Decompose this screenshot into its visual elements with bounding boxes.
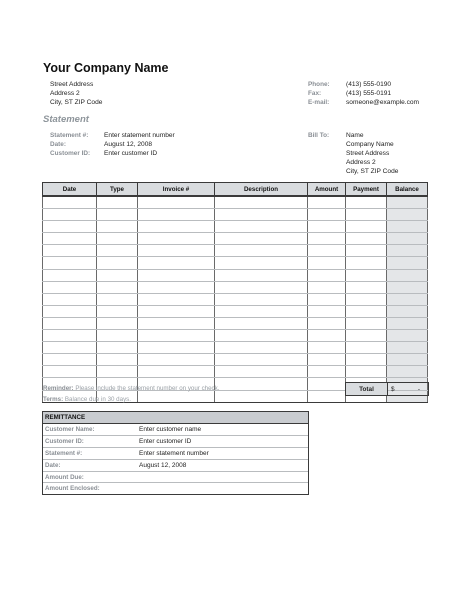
cell-date[interactable] [43, 196, 97, 209]
table-row [43, 366, 428, 378]
cell-payment[interactable] [346, 209, 387, 221]
cell-invoice[interactable] [138, 245, 215, 257]
cell-type[interactable] [97, 209, 138, 221]
email-value: someone@example.com [346, 99, 420, 106]
cell-invoice[interactable] [138, 330, 215, 342]
col-header-date: Date [43, 183, 97, 197]
remit-label: Amount Due: [45, 473, 84, 481]
remit-value: Enter customer name [139, 426, 202, 433]
cell-balance[interactable] [387, 209, 428, 221]
cell-invoice[interactable] [138, 366, 215, 378]
cell-date[interactable] [43, 233, 97, 245]
cell-amount[interactable] [308, 281, 346, 293]
cell-date[interactable] [43, 281, 97, 293]
remit-value: August 12, 2008 [139, 461, 187, 469]
cell-description[interactable] [215, 378, 308, 390]
cell-description[interactable] [215, 366, 308, 378]
table-row [43, 209, 428, 221]
total-value: - [417, 385, 420, 393]
transactions-table [42, 182, 428, 403]
cell-amount[interactable] [308, 221, 346, 233]
cell-payment[interactable] [346, 196, 387, 209]
cell-invoice[interactable] [138, 293, 215, 305]
cell-date[interactable] [43, 245, 97, 257]
bill-to-label: Bill To: [308, 132, 330, 139]
cell-payment[interactable] [346, 257, 387, 269]
bill-to-company: Company Name [346, 141, 394, 148]
cell-type[interactable] [97, 366, 138, 378]
col-header-invoice: Invoice # [138, 183, 215, 197]
cell-amount[interactable] [308, 245, 346, 257]
cell-date[interactable] [43, 305, 97, 317]
remit-row-customer-id [43, 436, 308, 448]
cell-payment[interactable] [346, 293, 387, 305]
total-label: Total [346, 383, 388, 395]
cell-payment[interactable] [346, 281, 387, 293]
cell-description[interactable] [215, 233, 308, 245]
customer-id-label: Customer ID: [50, 150, 91, 157]
cell-payment[interactable] [346, 221, 387, 233]
remittance-title: REMITTANCE [43, 412, 308, 424]
fax-label: Fax: [308, 90, 322, 97]
remit-label: Date: [45, 461, 61, 469]
total-value-cell [388, 383, 428, 395]
cell-date[interactable] [43, 293, 97, 305]
cell-payment[interactable] [346, 233, 387, 245]
cell-amount[interactable] [308, 390, 346, 402]
reminder-label: Reminder: [43, 385, 74, 392]
remit-value: Enter statement number [139, 449, 209, 457]
cell-amount[interactable] [308, 257, 346, 269]
cell-balance[interactable] [387, 257, 428, 269]
cell-amount[interactable] [308, 317, 346, 329]
cell-balance[interactable] [387, 342, 428, 354]
cell-balance[interactable] [387, 366, 428, 378]
terms-label: Terms: [43, 396, 64, 403]
phone-value: (413) 555-0190 [346, 81, 392, 88]
cell-type[interactable] [97, 221, 138, 233]
company-street: Street Address [50, 81, 94, 88]
bill-to-name: Name [346, 132, 364, 139]
cell-balance[interactable] [387, 221, 428, 233]
cell-balance[interactable] [387, 245, 428, 257]
table-row [43, 221, 428, 233]
remit-row-amount-enclosed [43, 483, 308, 494]
cell-description[interactable] [215, 305, 308, 317]
remit-label: Customer Name: [45, 426, 95, 433]
cell-payment[interactable] [346, 330, 387, 342]
cell-date[interactable] [43, 317, 97, 329]
company-city: City, ST ZIP Code [50, 99, 103, 106]
col-header-balance: Balance [387, 183, 428, 197]
total-currency: $ [391, 385, 395, 393]
email-label: E-mail: [308, 99, 330, 106]
cell-description[interactable] [215, 330, 308, 342]
cell-date[interactable] [43, 354, 97, 366]
cell-date[interactable] [43, 330, 97, 342]
remit-label: Statement #: [45, 449, 83, 457]
table-row [43, 305, 428, 317]
cell-amount[interactable] [308, 342, 346, 354]
remit-value: Enter customer ID [139, 437, 192, 445]
terms-text: Balance due in 30 days. [64, 396, 131, 403]
remit-row-date [43, 460, 308, 472]
cell-balance[interactable] [387, 281, 428, 293]
cell-balance[interactable] [387, 354, 428, 366]
col-header-payment: Payment [346, 183, 387, 197]
cell-balance[interactable] [387, 196, 428, 209]
cell-type[interactable] [97, 196, 138, 209]
cell-type[interactable] [97, 342, 138, 354]
cell-description[interactable] [215, 196, 308, 209]
cell-invoice[interactable] [138, 221, 215, 233]
cell-amount[interactable] [308, 196, 346, 209]
remit-label: Customer ID: [45, 437, 84, 445]
customer-id-value: Enter customer ID [104, 150, 158, 157]
table-row [43, 293, 428, 305]
table-row [43, 342, 428, 354]
cell-description[interactable] [215, 293, 308, 305]
table-row [43, 245, 428, 257]
cell-amount[interactable] [308, 354, 346, 366]
cell-date[interactable] [43, 269, 97, 281]
cell-amount[interactable] [308, 366, 346, 378]
remit-label: Amount Enclosed: [45, 485, 100, 493]
fax-value: (413) 555-0191 [346, 90, 392, 97]
bill-to-street: Street Address [346, 150, 390, 157]
cell-type[interactable] [97, 269, 138, 281]
cell-amount[interactable] [308, 330, 346, 342]
cell-amount[interactable] [308, 233, 346, 245]
cell-balance[interactable] [387, 293, 428, 305]
phone-label: Phone: [308, 81, 330, 88]
reminder-text: Please include the statement number on your check. [75, 385, 220, 392]
cell-payment[interactable] [346, 366, 387, 378]
cell-balance[interactable] [387, 305, 428, 317]
table-row [43, 233, 428, 245]
cell-invoice[interactable] [138, 354, 215, 366]
cell-amount[interactable] [308, 378, 346, 390]
cell-date[interactable] [43, 366, 97, 378]
cell-description[interactable] [215, 257, 308, 269]
cell-balance[interactable] [387, 233, 428, 245]
table-row [43, 281, 428, 293]
cell-payment[interactable] [346, 305, 387, 317]
bill-to-city: City, ST ZIP Code [346, 168, 399, 175]
cell-invoice[interactable] [138, 233, 215, 245]
table-row [43, 317, 428, 329]
company-address2: Address 2 [50, 90, 80, 97]
cell-type[interactable] [97, 330, 138, 342]
cell-invoice[interactable] [138, 281, 215, 293]
reminder-line [43, 385, 219, 392]
cell-description[interactable] [215, 209, 308, 221]
cell-invoice[interactable] [138, 269, 215, 281]
cell-date[interactable] [43, 342, 97, 354]
remittance-box [42, 411, 309, 495]
cell-invoice[interactable] [138, 257, 215, 269]
cell-payment[interactable] [346, 245, 387, 257]
cell-date[interactable] [43, 257, 97, 269]
col-header-description: Description [215, 183, 308, 197]
cell-amount[interactable] [308, 305, 346, 317]
remit-row-customer-name [43, 424, 308, 436]
statement-date-value: August 12, 2008 [104, 141, 153, 148]
cell-description[interactable] [215, 354, 308, 366]
cell-amount[interactable] [308, 209, 346, 221]
cell-date[interactable] [43, 209, 97, 221]
cell-invoice[interactable] [138, 342, 215, 354]
company-name: Your Company Name [43, 61, 169, 75]
cell-type[interactable] [97, 281, 138, 293]
table-row [43, 196, 428, 209]
cell-type[interactable] [97, 257, 138, 269]
cell-description[interactable] [215, 221, 308, 233]
cell-payment[interactable] [346, 354, 387, 366]
table-header-row [43, 183, 428, 197]
cell-description[interactable] [215, 269, 308, 281]
col-header-amount: Amount [308, 183, 346, 197]
cell-date[interactable] [43, 221, 97, 233]
table-row [43, 269, 428, 281]
statement-date-label: Date: [50, 141, 66, 148]
cell-description[interactable] [215, 317, 308, 329]
cell-amount[interactable] [308, 269, 346, 281]
table-row [43, 354, 428, 366]
cell-description[interactable] [215, 245, 308, 257]
remit-row-statement-number [43, 448, 308, 460]
cell-balance[interactable] [387, 269, 428, 281]
cell-invoice[interactable] [138, 209, 215, 221]
cell-description[interactable] [215, 281, 308, 293]
total-box [345, 382, 429, 396]
cell-type[interactable] [97, 305, 138, 317]
cell-payment[interactable] [346, 269, 387, 281]
statement-number-label: Statement #: [50, 132, 89, 139]
cell-invoice[interactable] [138, 196, 215, 209]
table-row [43, 330, 428, 342]
terms-line [43, 396, 131, 403]
cell-invoice[interactable] [138, 317, 215, 329]
cell-invoice[interactable] [138, 305, 215, 317]
remit-row-amount-due [43, 472, 308, 484]
statement-title: Statement [43, 114, 89, 125]
statement-number-value: Enter statement number [104, 132, 175, 139]
cell-description[interactable] [215, 390, 308, 402]
cell-type[interactable] [97, 245, 138, 257]
cell-type[interactable] [97, 293, 138, 305]
cell-balance[interactable] [387, 330, 428, 342]
col-header-type: Type [97, 183, 138, 197]
cell-payment[interactable] [346, 342, 387, 354]
cell-payment[interactable] [346, 317, 387, 329]
cell-type[interactable] [97, 354, 138, 366]
bill-to-address2: Address 2 [346, 159, 376, 166]
cell-amount[interactable] [308, 293, 346, 305]
cell-description[interactable] [215, 342, 308, 354]
cell-type[interactable] [97, 233, 138, 245]
table-row [43, 257, 428, 269]
cell-balance[interactable] [387, 317, 428, 329]
cell-type[interactable] [97, 317, 138, 329]
